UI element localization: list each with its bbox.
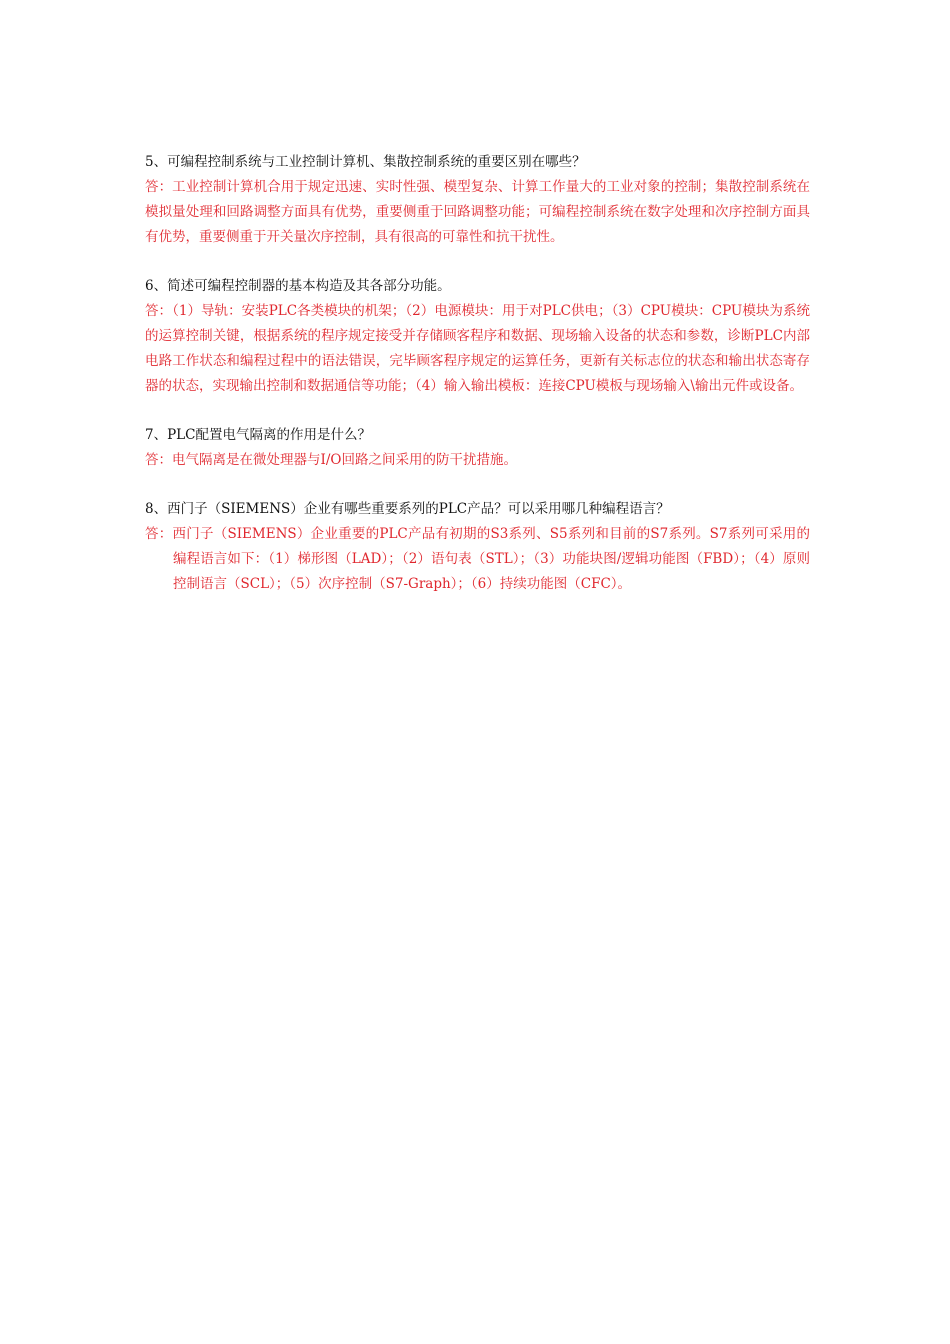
- question-5: 5、可编程控制系统与工业控制计算机、集散控制系统的重要区别在哪些？: [145, 154, 586, 170]
- question-8: 8、西门子（SIEMENS）企业有哪些重要系列的PLC产品？可以采用哪几种编程语言？: [145, 501, 670, 517]
- document-page: [145, 150, 810, 621]
- qa-block-5: [145, 150, 810, 250]
- answer-7: 答：电气隔离是在微处理器与I/O回路之间采用的防干扰措施。: [145, 452, 517, 468]
- answer-8: 答：西门子（SIEMENS）企业重要的PLC产品有初期的S3系列、S5系列和目前的S7系列。S7系列可采用的编程语言如下：（1）梯形图（LAD）；（2）语句表（STL）；（3）功能块图/逻辑功能图（FBD）；（4）原则控制语言（SCL）；（5）次序控制（S7-Graph）；（6）持续功能图（CFC）。: [145, 526, 810, 592]
- qa-block-8: [145, 497, 810, 597]
- question-6: 6、简述可编程控制器的基本构造及其各部分功能。: [145, 278, 451, 294]
- qa-block-6: [145, 274, 810, 399]
- answer-5: 答：工业控制计算机合用于规定迅速、实时性强、模型复杂、计算工作量大的工业对象的控制；集散控制系统在模拟量处理和回路调整方面具有优势，重要侧重于回路调整功能；可编程控制系统在数字处理和次序控制方面具有优势，重要侧重于开关量次序控制，具有很高的可靠性和抗干扰性。: [145, 179, 810, 245]
- question-7: 7、PLC配置电气隔离的作用是什么？: [145, 427, 371, 443]
- qa-block-7: [145, 423, 810, 473]
- answer-6: 答：（1）导轨：安装PLC各类模块的机架；（2）电源模块：用于对PLC供电；（3）CPU模块：CPU模块为系统的运算控制关键，根据系统的程序规定接受并存储顾客程序和数据、现场输入设备的状态和参数，诊断PLC内部电路工作状态和编程过程中的语法错误，完毕顾客程序规定的运算任务，更新有关标志位的状态和输出状态寄存器的状态，实现输出控制和数据通信等功能；（4）输入输出模板：连接CPU模板与现场输入\输出元件或设备。: [145, 303, 810, 394]
